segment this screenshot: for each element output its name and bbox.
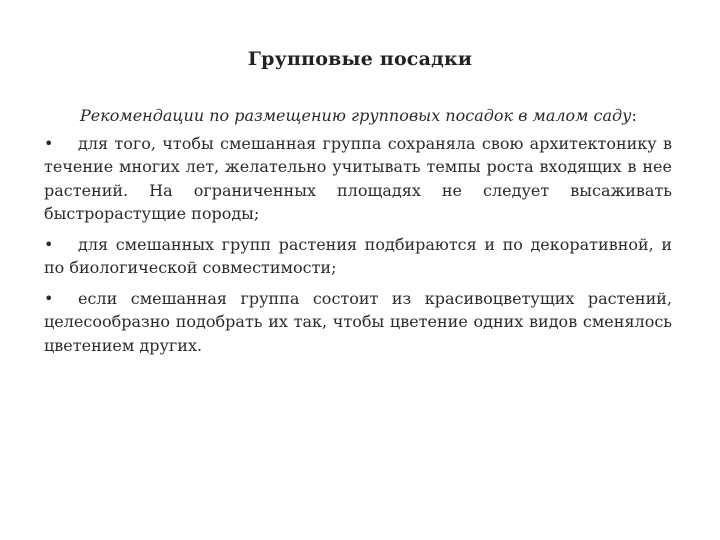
- list-item: [44, 233, 672, 280]
- list-item-text: для смешанных групп растения подбираются и по декоративной, и по биологической совместимости;: [44, 234, 672, 277]
- subtitle-colon: :: [631, 106, 637, 125]
- bullet-icon: •: [44, 288, 54, 308]
- list-item-text: если смешанная группа состоит из красивоцветущих растений, целесообразно подобрать их так, чтобы цветение одних видов сменялось цветением других.: [44, 288, 672, 355]
- bullet-icon: •: [44, 234, 54, 254]
- bullet-icon: •: [44, 133, 54, 153]
- list-item: [44, 132, 672, 226]
- subtitle: [44, 104, 672, 128]
- slide-title: Групповые посадки: [247, 48, 473, 70]
- list-item-text: для того, чтобы смешанная группа сохраняла свою архитектонику в течение многих лет, желательно учитывать темпы роста входящих в нее растений. На ограниченных площадях не следует высаживать быстрорастущие породы;: [44, 133, 672, 223]
- subtitle-italic: Рекомендации по размещению групповых посадок в малом саду: [80, 106, 632, 125]
- list-item: [44, 287, 672, 358]
- slide-body: [44, 104, 672, 364]
